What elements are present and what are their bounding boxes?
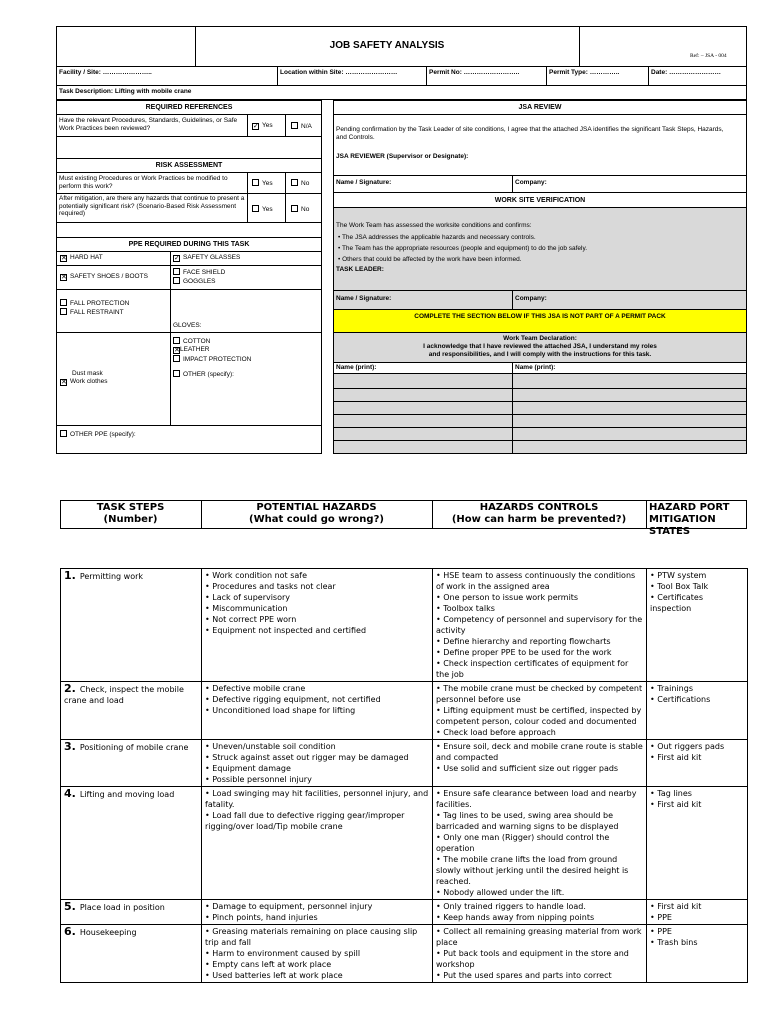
list-item: • Load fall due to defective rigging gear/improper rigging/over load/Tip mobile crane <box>205 811 405 831</box>
list-item: • PTW system <box>650 571 707 580</box>
list-item: • The mobile crane lifts the load from ground slowly without jerking until the desired height is reached. <box>436 855 629 886</box>
step-name: Housekeeping <box>79 928 137 937</box>
declaration-line-2: and responsibilities, and I will comply with the instructions for this task. <box>428 351 652 358</box>
list-item: • Define hierarchy and reporting flowcharts <box>436 637 611 646</box>
name-print-label-2: Name (print): <box>515 364 556 371</box>
list-item: • Only trained riggers to handle load. <box>436 902 586 911</box>
list-item: • Struck against asset out rigger may be damaged <box>205 753 409 762</box>
task-step-cell <box>61 569 202 682</box>
control-cell <box>433 925 647 983</box>
list-item: • PPE <box>650 927 672 936</box>
control-cell <box>433 682 647 740</box>
list-item: • Procedures and tasks not clear <box>205 582 336 591</box>
list-item: • Tag lines to be used, swing area should be barricaded and warning signs to be displayed <box>436 811 619 831</box>
jsa-review-text: Pending confirmation by the Task Leader of site conditions, I agree that the attached JSA identifies the significant Task Steps, Hazards, and Controls. <box>336 126 724 141</box>
step-number: 6. <box>64 925 76 938</box>
references-na-option[interactable]: N/A <box>291 122 312 131</box>
risk-question-1: Must existing Procedures or Work Practices be modified to perform this work? <box>59 175 228 190</box>
list-item: • Trash bins <box>650 938 698 947</box>
table-row <box>61 787 748 900</box>
list-item: • One person to issue work permits <box>436 593 579 602</box>
step-number: 4. <box>64 787 76 800</box>
checkbox-icon[interactable] <box>60 430 67 437</box>
location-field[interactable]: Location within Site: …………………… <box>280 69 398 76</box>
table-row <box>61 569 748 682</box>
reviewer-name-signature[interactable]: Name / Signature: <box>336 179 392 186</box>
col-mitigation: HAZARD PORT MITIGATION STATES <box>649 502 730 537</box>
control-cell <box>433 740 647 787</box>
check-icon[interactable]: ✓ <box>174 255 180 262</box>
list-item: • Put the used spares and parts into correct <box>436 971 612 980</box>
hazard-cell <box>202 740 433 787</box>
hazard-cell <box>202 682 433 740</box>
step-name: Lifting and moving load <box>79 790 175 799</box>
task-step-cell <box>61 682 202 740</box>
checkbox-icon[interactable] <box>173 370 180 377</box>
facility-field[interactable]: Facility / Site: ………………….. <box>59 69 152 76</box>
table-row <box>61 740 748 787</box>
checkbox-icon[interactable] <box>60 308 67 315</box>
task-step-cell <box>61 740 202 787</box>
step-name: Permitting work <box>79 572 144 581</box>
list-item: • Tool Box Talk <box>650 582 709 591</box>
jsa-review-heading: JSA REVIEW <box>518 104 562 111</box>
ppe-other-specify[interactable]: OTHER (specify): <box>173 370 234 379</box>
table-row <box>61 900 748 925</box>
declaration-title: Work Team Declaration: <box>503 335 577 342</box>
control-cell <box>433 787 647 900</box>
list-item: • Lifting equipment must be certified, inspected by competent person, colour coded and documented <box>436 706 642 726</box>
list-item: • Load swinging may hit facilities, personnel injury, and fatality. <box>205 789 429 809</box>
list-item: • Lack of supervisory <box>205 593 291 602</box>
checkbox-icon[interactable] <box>173 355 180 362</box>
work-site-bullet-3: • Others that could be affected by the work have been informed. <box>338 256 522 263</box>
check-icon[interactable]: ✕ <box>61 255 67 262</box>
list-item: • Greasing materials remaining on place causing slip trip and fall <box>205 927 418 947</box>
list-item: • Ensure soil, deck and mobile crane route is stable and compacted <box>436 742 643 762</box>
leader-name-signature[interactable]: Name / Signature: <box>336 295 392 302</box>
col-hazard-controls: HAZARDS CONTROLS (How can harm be prevented?) <box>451 502 627 525</box>
permit-type-field[interactable]: Permit Type: ………….. <box>549 69 620 76</box>
step-number: 1. <box>64 569 76 582</box>
list-item: • Nobody allowed under the lift. <box>436 888 565 897</box>
check-icon[interactable]: ✕ <box>174 347 180 354</box>
ppe-goggles[interactable]: GOGGLES <box>173 277 216 286</box>
ppe-cotton[interactable]: COTTON <box>173 337 210 346</box>
col-potential-hazards: POTENTIAL HAZARDS (What could go wrong?) <box>249 502 384 525</box>
list-item: • Collect all remaining greasing material from work place <box>436 927 642 947</box>
control-cell <box>433 900 647 925</box>
list-item: • Defective mobile crane <box>205 684 306 693</box>
step-number: 2. <box>64 682 76 695</box>
checkbox-icon[interactable] <box>291 122 298 129</box>
checkbox-icon[interactable] <box>252 205 259 212</box>
control-cell <box>433 569 647 682</box>
ppe-leather[interactable]: ✕LEATHER <box>174 346 210 354</box>
list-item: • Work condition not safe <box>205 571 308 580</box>
list-item: • Miscommunication <box>205 604 288 613</box>
checkbox-icon[interactable] <box>291 205 298 212</box>
list-item: • Trainings <box>650 684 693 693</box>
mitigation-cell <box>647 900 748 925</box>
ppe-safety-glasses[interactable]: ✓ SAFETY GLASSES <box>174 254 241 262</box>
list-item: • The mobile crane must be checked by competent personnel before use <box>436 684 643 704</box>
list-item: • Tag lines <box>650 789 692 798</box>
checkbox-icon[interactable] <box>173 268 180 275</box>
reviewer-company[interactable]: Company: <box>515 179 547 186</box>
list-item: • Certifications <box>650 695 711 704</box>
check-icon[interactable]: ✕ <box>61 379 67 386</box>
work-site-heading: WORK SITE VERIFICATION <box>494 197 586 204</box>
risk-q2-yes[interactable]: Yes <box>252 205 273 214</box>
col-task-steps: TASK STEPS (Number) <box>96 502 165 525</box>
list-item: • HSE team to assess continuously the conditions of work in the assigned area <box>436 571 636 591</box>
jsa-reviewer-label: JSA REVIEWER (Supervisor or Designate): <box>336 153 469 160</box>
task-description: Task Description: Lifting with mobile crane <box>59 88 192 95</box>
list-item: • Only one man (Rigger) should control the operation <box>436 833 610 853</box>
ppe-heading: PPE REQUIRED DURING THIS TASK <box>128 241 250 248</box>
task-steps-table <box>60 568 748 983</box>
task-step-cell <box>61 900 202 925</box>
ppe-work-clothes[interactable]: ✕ Work clothes <box>61 378 108 386</box>
list-item: • Pinch points, hand injuries <box>205 913 318 922</box>
ppe-fall-protection[interactable]: FALL PROTECTION <box>60 299 129 308</box>
list-item: • Use solid and sufficient size out rigger pads <box>436 764 619 773</box>
list-item: • Damage to equipment, personnel injury <box>205 902 373 911</box>
checkbox-icon[interactable] <box>173 337 180 344</box>
risk-q1-no[interactable]: No <box>291 179 309 188</box>
step-name: Check, inspect the mobile crane and load <box>64 685 184 705</box>
page-title: JOB SAFETY ANALYSIS <box>329 40 445 51</box>
ref-number: Ref: – JSA - 004 <box>690 53 727 59</box>
ppe-other-ppe[interactable]: OTHER PPE (specify): <box>60 430 136 439</box>
list-item: • Equipment not inspected and certified <box>205 626 367 635</box>
task-leader-label: TASK LEADER: <box>336 266 384 273</box>
list-item: • Toolbox talks <box>436 604 495 613</box>
list-item: • Equipment damage <box>205 764 291 773</box>
task-step-cell <box>61 787 202 900</box>
mitigation-cell <box>647 925 748 983</box>
check-icon[interactable]: ✕ <box>61 274 67 281</box>
permit-pack-banner: COMPLETE THE SECTION BELOW IF THIS JSA IS NOT PART OF A PERMIT PACK <box>334 310 746 332</box>
hazard-cell <box>202 787 433 900</box>
checkbox-icon[interactable] <box>173 277 180 284</box>
list-item: • First aid kit <box>650 800 702 809</box>
risk-q1-yes[interactable]: Yes <box>252 179 273 188</box>
list-item: • Used batteries left at work place <box>205 971 343 980</box>
ppe-impact[interactable]: IMPACT PROTECTION <box>173 355 251 364</box>
list-item: • Competency of personnel and supervisory for the activity <box>436 615 643 635</box>
declaration-line-1: I acknowledge that I have reviewed the attached JSA, I understand my roles <box>423 343 657 350</box>
hazard-cell <box>202 569 433 682</box>
leader-company[interactable]: Company: <box>515 295 547 302</box>
mitigation-cell <box>647 740 748 787</box>
work-site-bullet-2: • The Team has the appropriate resources (people and equipment) to do the job safely. <box>338 245 588 252</box>
list-item: • Check inspection certificates of equipment for the job <box>436 659 629 679</box>
list-item: • Put back tools and equipment in the store and workshop <box>436 949 629 969</box>
list-item: • Harm to environment caused by spill <box>205 949 361 958</box>
list-item: • Unconditioned load shape for lifting <box>205 706 356 715</box>
table-row <box>61 925 748 983</box>
checkbox-icon[interactable] <box>291 179 298 186</box>
checkbox-icon[interactable] <box>252 179 259 186</box>
list-item: • Empty cans left at work place <box>205 960 332 969</box>
list-item: • Not correct PPE worn <box>205 615 297 624</box>
list-item: • Uneven/unstable soil condition <box>205 742 336 751</box>
list-item: • Defective rigging equipment, not certified <box>205 695 381 704</box>
ppe-safety-shoes[interactable]: ✕ SAFETY SHOES / BOOTS <box>61 273 148 281</box>
step-number: 5. <box>64 900 76 913</box>
step-number: 3. <box>64 740 76 753</box>
list-item: • Define proper PPE to be used for the work <box>436 648 612 657</box>
permit-no-field[interactable]: Permit No: …………………….. <box>429 69 520 76</box>
risk-q2-no[interactable]: No <box>291 205 309 214</box>
risk-question-2: After mitigation, are there any hazards that continue to present a potentially significant risk? (Scenario-Based Risk Assessment required) <box>59 195 245 217</box>
required-references-heading: REQUIRED REFERENCES <box>145 104 233 111</box>
hazard-cell <box>202 900 433 925</box>
list-item: • Out riggers pads <box>650 742 725 751</box>
signature-rows[interactable] <box>334 373 746 453</box>
list-item: • Check load before approach <box>436 728 556 737</box>
list-item: • Keep hands away from nipping points <box>436 913 595 922</box>
list-item: • Certificates inspection <box>650 593 703 613</box>
step-name: Place load in position <box>79 903 165 912</box>
work-site-intro: The Work Team has assessed the worksite conditions and confirms: <box>336 222 532 229</box>
checkbox-icon[interactable] <box>60 299 67 306</box>
ppe-fall-restraint[interactable]: FALL RESTRAINT <box>60 308 124 317</box>
step-name: Positioning of mobile crane <box>79 743 189 752</box>
check-icon[interactable]: ✓ <box>253 123 259 130</box>
list-item: • Ensure safe clearance between load and nearby facilities. <box>436 789 637 809</box>
ppe-face-shield[interactable]: FACE SHIELD <box>173 268 225 277</box>
mitigation-cell <box>647 569 748 682</box>
list-item: • First aid kit <box>650 753 702 762</box>
list-item: • PPE <box>650 913 672 922</box>
ppe-dust-mask: Dust mask <box>72 370 103 377</box>
risk-assessment-heading: RISK ASSESSMENT <box>155 162 223 169</box>
name-print-label-1: Name (print): <box>336 364 377 371</box>
ppe-hard-hat[interactable]: ✕ HARD HAT <box>61 254 103 262</box>
ppe-gloves-label: GLOVES: <box>173 322 202 329</box>
references-question: Have the relevant Procedures, Standards, Guidelines, or Safe Work Practices been reviewed? <box>59 117 238 132</box>
work-site-bullet-1: • The JSA addresses the applicable hazards and necessary controls. <box>338 234 536 241</box>
task-step-cell <box>61 925 202 983</box>
mitigation-cell <box>647 682 748 740</box>
list-item: • Possible personnel injury <box>205 775 312 784</box>
references-yes-option[interactable]: ✓ Yes <box>253 122 273 130</box>
hazard-cell <box>202 925 433 983</box>
table-row <box>61 682 748 740</box>
list-item: • First aid kit <box>650 902 702 911</box>
mitigation-cell <box>647 787 748 900</box>
date-field[interactable]: Date: …………………… <box>651 69 722 76</box>
